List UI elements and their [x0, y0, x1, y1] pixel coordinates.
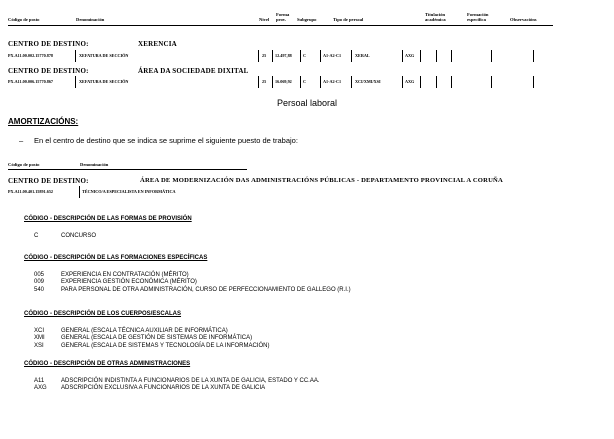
centro-name: ÁREA DA SOCIEDADE DIXITAL [138, 67, 249, 75]
cell-divider [491, 50, 492, 62]
cell-divider [402, 76, 403, 88]
header-codigo-posto: Código de posto [8, 17, 40, 22]
legend-code: XMI [34, 335, 45, 342]
legend-description: EXPERIENCIA EN CONTRATACIÓN (MÉRITO) [61, 272, 189, 278]
cell-divider [272, 50, 273, 62]
header-subgrupo: Subgrupo [297, 17, 317, 22]
cell-divider [436, 76, 437, 88]
header-especifica: específica [467, 17, 486, 22]
cell-divider [79, 186, 80, 198]
posto-nivel: 25 [262, 53, 267, 58]
legend-description: CONCURSO [61, 233, 97, 239]
cell-divider [272, 76, 273, 88]
cell-divider [75, 76, 76, 88]
legend-title: CÓDIGO - DESCRIPCIÓN DE LOS CUERPOS/ESCALAS [24, 311, 182, 317]
cell-divider [75, 50, 76, 62]
cell-divider [402, 50, 403, 62]
header-tipo-persoal: Tipo de persoal [333, 17, 364, 22]
legend-code: A11 [34, 378, 45, 384]
cell-divider [300, 50, 301, 62]
cell-divider [491, 76, 492, 88]
cell-divider [320, 76, 321, 88]
posto-importe: 12.497,88 [275, 53, 292, 58]
legend-code: XCI [34, 328, 45, 334]
cell-divider [420, 50, 421, 62]
legend-description: GENERAL (ESCALA DE SISTEMAS Y TECNOLOGÍA DE LA INFORMACIÓN) [61, 342, 270, 349]
centro-label: CENTRO DE DESTINO: [8, 40, 89, 48]
legend-description: ADSCRIPCIÓN INDISTINTA A FUNCIONARIOS DE LA XUNTA DE GALICIA, ESTADO Y CC.AA. [61, 378, 320, 384]
posto-denominacion: XEFATURA DE SECCIÓN [79, 79, 129, 84]
amortizacions-title: AMORTIZACIÓNS: [8, 117, 79, 126]
legend-code: 005 [34, 272, 45, 278]
header-observacions: Observacións [510, 17, 537, 22]
header-denominacion: Denominación [80, 162, 109, 167]
cell-divider [300, 76, 301, 88]
header-forma: Forma [276, 12, 290, 17]
cell-divider [258, 50, 259, 62]
legend-code: XSI [34, 342, 44, 349]
cell-divider [451, 76, 452, 88]
posto-code: PX.A11.00.006.15770.867 [8, 79, 54, 84]
legend-description: GENERAL (ESCALA TÉCNICA AUXILIAR DE INFORMÁTICA) [61, 328, 228, 334]
posto-tipo: XCI/XMI/XSI [355, 79, 381, 84]
posto-denominacion: XEFATURA DE SECCIÓN [79, 53, 129, 58]
legend-description: EXPERIENCIA GESTIÓN ECONÓMICA (MÉRITO) [61, 279, 197, 286]
legend-code: AXG [34, 385, 47, 392]
posto-tipo: XERAL [355, 53, 370, 58]
legend-title: CÓDIGO - DESCRIPCIÓN DE OTRAS ADMINISTRACIONES [24, 361, 191, 367]
posto-code: PX.A11.00.401.15891.652 [8, 189, 54, 194]
cell-divider [351, 76, 352, 88]
header-prov: prov. [276, 17, 286, 22]
header-academica: académica [425, 17, 446, 22]
header-titulacion: Titulación [425, 12, 446, 17]
header-divider [8, 169, 247, 170]
cell-divider [436, 50, 437, 62]
centro-label: CENTRO DE DESTINO: [8, 67, 89, 75]
legend-title: CÓDIGO - DESCRIPCIÓN DE LAS FORMACIONES ESPECÍFICAS [24, 255, 208, 261]
centro-name: XERENCIA [138, 40, 177, 48]
posto-subgrupo: A1-A2-C1 [323, 53, 342, 58]
legend-code: 009 [34, 279, 45, 286]
legend-code: 540 [34, 286, 45, 293]
bullet-dash: – [19, 136, 24, 145]
centro-name: ÁREA DE MODERNIZACIÓN DAS ADMINISTRACIÓNS PÚBLICAS - DEPARTAMENTO PROVINCIAL A CORUÑA [140, 177, 503, 184]
amortizacions-text: En el centro de destino que se indica se suprime el siguiente puesto de trabajo: [34, 136, 298, 145]
posto-denominacion: TÉCNICO/A ESPECIALISTA EN INFORMÁTICA [82, 189, 176, 194]
legend-code: C [34, 233, 39, 239]
cell-divider [320, 50, 321, 62]
header-nivel: Nivel [259, 17, 270, 22]
posto-forma: C [303, 53, 307, 58]
posto-subgrupo: A1-A2-C1 [323, 79, 342, 84]
section-heading-persoal-laboral: Persoal laboral [276, 98, 338, 108]
posto-forma: C [303, 79, 307, 84]
posto-importe: 16.069,92 [275, 79, 292, 84]
cell-divider [451, 50, 452, 62]
header-denominacion: Denominación [76, 17, 105, 22]
posto-code: PX.A11.00.002.15770.878 [8, 53, 54, 58]
cell-divider [420, 76, 421, 88]
centro-label: CENTRO DE DESTINO: [8, 177, 89, 185]
legend-description: GENERAL (ESCALA DE GESTIÓN DE SISTEMAS DE INFORMÁTICA) [61, 335, 253, 342]
posto-extra: AXG [405, 53, 415, 58]
legend-description: PARA PERSONAL DE OTRA ADMINISTRACIÓN, CURSO DE PERFECCIONAMIENTO DE GALLEGO (R.I.) [61, 286, 351, 293]
legend-description: ADSCRIPCIÓN EXCLUSIVA A FUNCIONARIOS DE LA XUNTA DE GALICIA [61, 385, 266, 392]
cell-divider [533, 76, 534, 88]
cell-divider [258, 76, 259, 88]
cell-divider [533, 50, 534, 62]
legend-title: CÓDIGO - DESCRIPCIÓN DE LAS FORMAS DE PROVISIÓN [24, 216, 192, 222]
cell-divider [351, 50, 352, 62]
posto-nivel: 25 [262, 79, 267, 84]
posto-extra: AXG [405, 79, 415, 84]
header-formacion: Formación [467, 12, 489, 17]
header-codigo-posto: Código de posto [8, 162, 40, 167]
header-divider [8, 25, 553, 26]
